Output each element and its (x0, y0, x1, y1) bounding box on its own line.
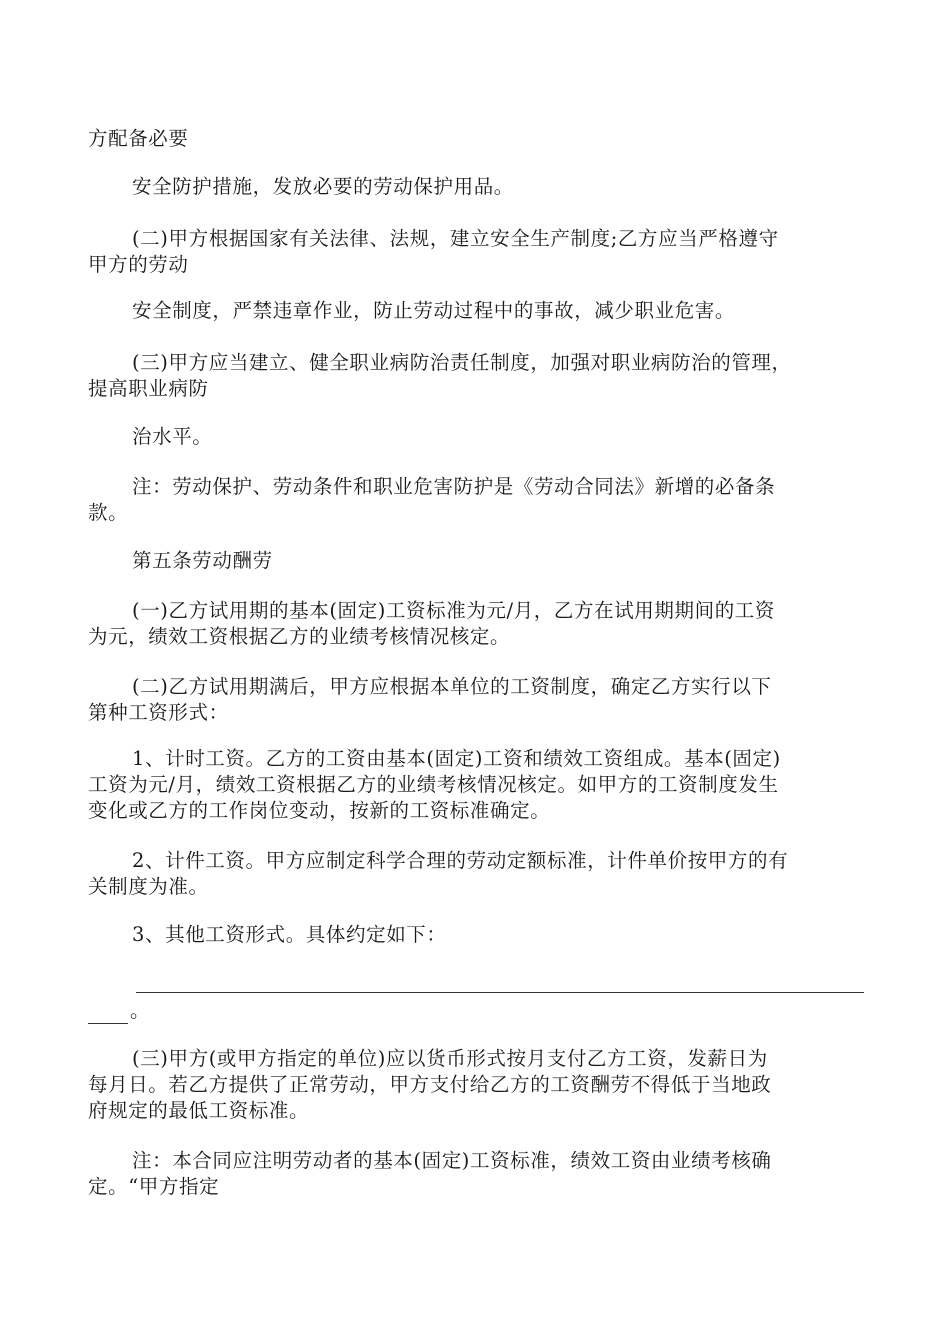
text-line: 为元，绩效工资根据乙方的业绩考核情况核定。 (88, 625, 511, 648)
text-line: (三)甲方应当建立、健全职业病防治责任制度，加强对职业病防治的管理， (132, 351, 792, 374)
paragraph-12 (88, 848, 912, 900)
paragraph-4 (88, 298, 912, 324)
paragraph-3 (88, 226, 912, 278)
paragraph-1 (88, 126, 868, 152)
fill-in-blank-tail (88, 998, 150, 1024)
section-heading (88, 548, 912, 574)
fill-in-blank-short-line (88, 1005, 128, 1024)
text-line: 安全防护措施，发放必要的劳动保护用品。 (132, 175, 514, 198)
text-line: 款。 (88, 501, 129, 524)
text-line: 变化或乙方的工作岗位变动，按新的工资标准确定。 (88, 799, 551, 822)
paragraph-10 (88, 674, 912, 726)
text-line: 甲方的劳动 (88, 253, 189, 276)
paragraph-6 (88, 424, 912, 450)
text-line: (二)乙方试用期满后，甲方应根据本单位的工资制度，确定乙方实行以下 (132, 675, 772, 698)
text-line: 关制度为准。 (88, 875, 209, 898)
paragraph-5 (88, 350, 912, 402)
paragraph-11 (88, 746, 912, 824)
paragraph-2 (88, 174, 912, 200)
text-line: (一)乙方试用期的基本(固定)工资标准为元/月，乙方在试用期期间的工资 (132, 599, 776, 622)
text-line: 第五条劳动酬劳 (132, 549, 273, 572)
text-line: 定。“甲方指定 (88, 1175, 220, 1198)
text-line: 注：本合同应注明劳动者的基本(固定)工资标准，绩效工资由业绩考核确 (132, 1149, 772, 1172)
text-line: (二)甲方根据国家有关法律、法规，建立安全生产制度;乙方应当严格遵守 (132, 227, 779, 250)
text-line: 安全制度，严禁违章作业，防止劳动过程中的事故，减少职业危害。 (132, 299, 736, 322)
text-line: 1、计时工资。乙方的工资由基本(固定)工资和绩效工资组成。基本(固定) (132, 747, 781, 770)
text-line: 第种工资形式： (88, 701, 229, 724)
paragraph-9 (88, 598, 912, 650)
text-line: 3、其他工资形式。具体约定如下： (132, 923, 447, 946)
paragraph-13 (88, 922, 912, 948)
fill-in-blank-line (136, 992, 864, 993)
paragraph-7 (88, 474, 912, 526)
text-line: 府规定的最低工资标准。 (88, 1099, 310, 1122)
text-line: 治水平。 (132, 425, 213, 448)
text-line: 注：劳动保护、劳动条件和职业危害防护是《劳动合同法》新增的必备条 (132, 475, 776, 498)
paragraph-14 (88, 1046, 912, 1124)
text-line: 2、计件工资。甲方应制定科学合理的劳动定额标准，计件单价按甲方的有 (132, 849, 789, 872)
text-line: 工资为元/月，绩效工资根据乙方的业绩考核情况核定。如甲方的工资制度发生 (88, 773, 779, 796)
text-line: (三)甲方(或甲方指定的单位)应以货币形式按月支付乙方工资，发薪日为 (132, 1047, 768, 1070)
text-line: 每月日。若乙方提供了正常劳动，甲方支付给乙方的工资酬劳不得低于当地政 (88, 1073, 772, 1096)
text-line: 方配备必要 (88, 127, 189, 150)
blank-tail-punctuation: 。 (130, 999, 150, 1022)
paragraph-15 (88, 1148, 912, 1200)
text-line: 提高职业病防 (88, 377, 209, 400)
